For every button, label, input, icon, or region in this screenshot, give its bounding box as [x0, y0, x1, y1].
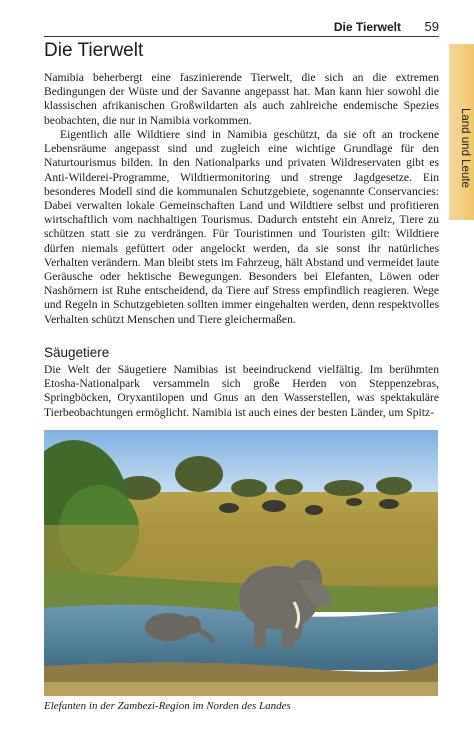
- running-header-section: Die Tierwelt: [333, 20, 401, 34]
- intro-paragraph: Namibia beherbergt eine faszinierende Tierwelt, die sich an die extremen Bedingungen der Wüste und der Savanne angepasst hat. Man kann hier sowohl die klassischen afrikanischen Großwildarten als auch zahlreiche endemische Spezies beobachten, die nur in Namibia vorkommen.: [44, 71, 439, 127]
- photo-caption: Elefanten in der Zambezi-Region im Norden des Landes: [44, 700, 291, 712]
- conservation-paragraph: Eigentlich alle Wildtiere sind in Namibia geschützt, da sie oft an trockene Lebensräume angepasst sind und zugleich eine wichtige Grundlage für den Naturtourismus bilden. In den Nationalparks und privaten Wildreservaten gibt es Anti-Wilderei-Programme, Wildtiermonitoring und strenge Jagdgesetze. Ein besonderes Modell sind die kommunalen Schutzgebiete, sogenannte Conservancies: Dabei verwalten lokale Gemeinschaften Land und Wildtiere selbst und profitieren wirtschaftlich vom nachhaltigen Tourismus. Dadurch entsteht ein Anreiz, Tiere zu schützen statt sie zu verdrängen. Für Touristinnen und Touristen gilt: Wildtiere dürfen niemals gefüttert oder angelockt werden, da sie sonst ihr natürliches Verhalten verändern. Man bleibt stets im Fahrzeug, hält Abstand und vermeidet laute Geräusche oder hektische Bewegungen. Besonders bei Elefanten, Löwen oder Nashörnern ist Ruhe entscheidend, da Tiere auf Stress empfindlich reagieren. Wege und Regeln in Schutzgebieten sollten immer eingehalten werden, denn respektvolles Verhalten schützt Menschen und Tiere gleichermaßen.: [44, 128, 439, 326]
- mammals-paragraph: Die Welt der Säugetiere Namibias ist beeindruckend vielfältig. Im berühmten Etosha-Nationalpark versammeln sich große Herden von Steppenzebras, Springböcken, Oryxantilopen und Gnus an den Wasserstellen, was spektakuläre Tierbeobachtungen ermöglicht. Namibia ist auch eines der besten Länder, um Spitz-: [44, 363, 439, 419]
- page-number: 59: [424, 19, 439, 34]
- chapter-side-tab-label: Land und Leute: [459, 108, 471, 188]
- running-header: [44, 18, 439, 37]
- page-title: Die Tierwelt: [44, 40, 144, 61]
- elephant-photo: [44, 430, 438, 696]
- subsection-heading: Säugetiere: [44, 345, 110, 360]
